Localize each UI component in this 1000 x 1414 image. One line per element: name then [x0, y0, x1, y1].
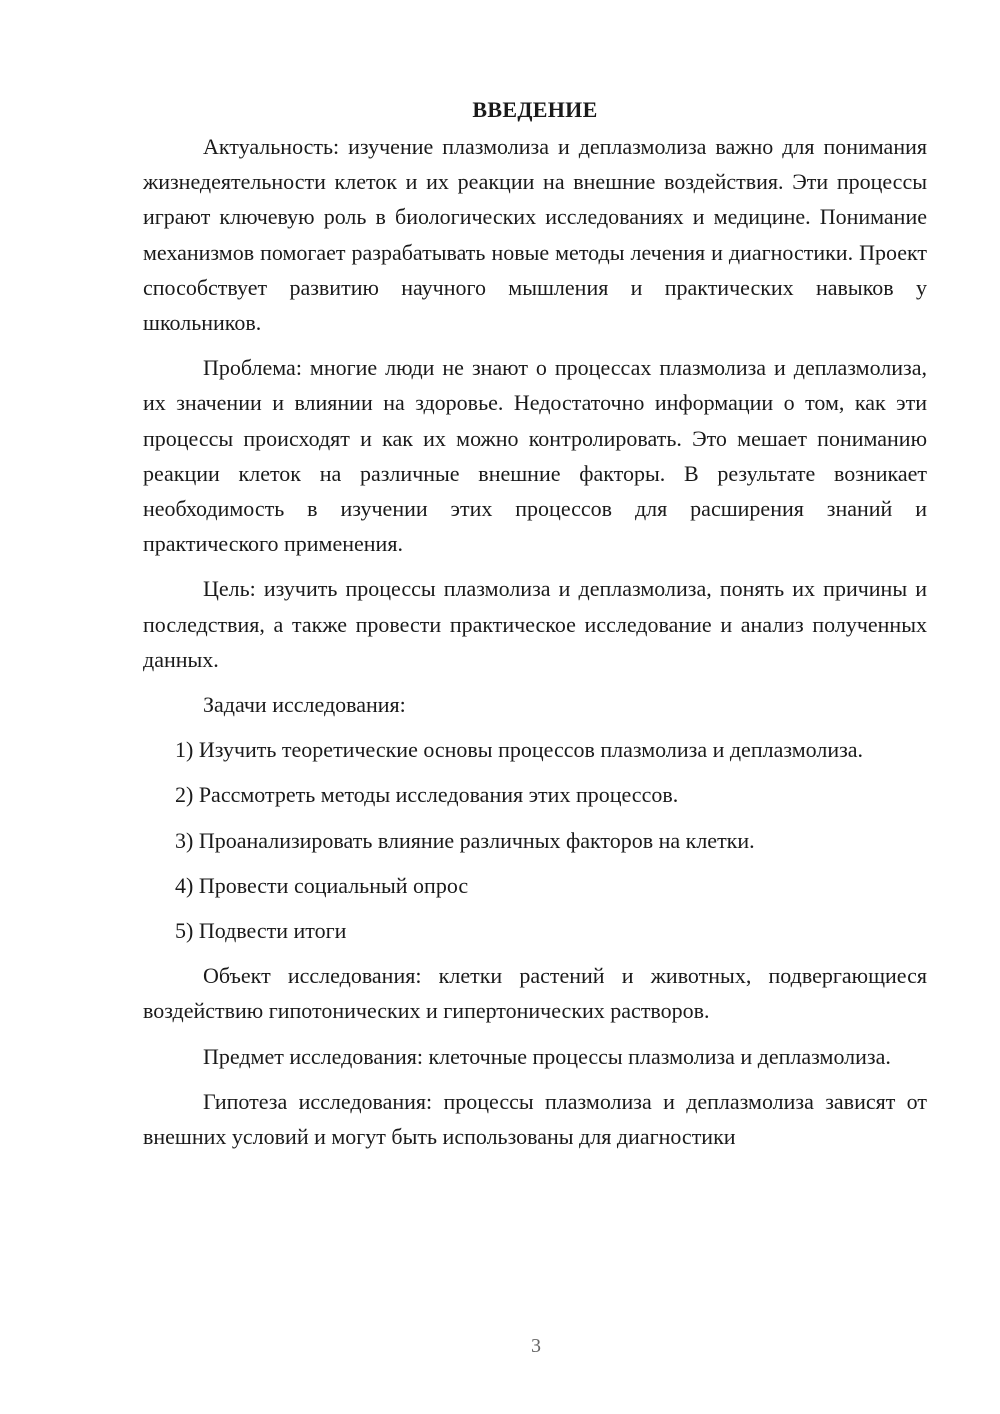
relevance-paragraph: Актуальность: изучение плазмолиза и деплазмолиза важно для понимания жизнедеятельности клеток и их реакции на внешние воздействия. Эти процессы играют ключевую роль в биологических исследованиях и медицине. Понимание механизмов помогает разрабатывать новые методы лечения и диагностики. Проект способствует развитию научного мышления и практических навыков у школьников.: [143, 134, 927, 336]
task-item: 4) Провести социальный опрос: [175, 872, 469, 898]
subject-paragraph: Предмет исследования: клеточные процессы плазмолиза и деплазмолиза.: [203, 1043, 891, 1069]
task-item: 2) Рассмотреть методы исследования этих процессов.: [175, 782, 679, 808]
task-item: 3) Проанализировать влияние различных факторов на клетки.: [175, 827, 755, 853]
task-item: 1) Изучить теоретические основы процессов плазмолиза и деплазмолиза.: [175, 737, 864, 763]
page-title: ВВЕДЕНИЕ: [472, 97, 598, 122]
problem-paragraph: Проблема: многие люди не знают о процессах плазмолиза и деплазмолиза, их значении и влиянии на здоровье. Недостаточно информации о том, как эти процессы происходят и как их можно контролировать. Это мешает пониманию реакции клеток на различные внешние факторы. В результате возникает необходимость в изучении этих процессов для расширения знаний и практического применения.: [143, 355, 927, 557]
page-number: 3: [531, 1335, 541, 1357]
tasks-heading: Задачи исследования:: [203, 692, 406, 718]
document-body: [143, 92, 927, 1164]
object-paragraph: Объект исследования: клетки растений и животных, подвергающиеся воздействию гипотонических и гипертонических растворов.: [143, 963, 927, 1024]
task-item: 5) Подвести итоги: [175, 918, 347, 944]
goal-paragraph: Цель: изучить процессы плазмолиза и деплазмолиза, понять их причины и последствия, а также провести практическое исследование и анализ полученных данных.: [143, 576, 927, 672]
hypothesis-paragraph: Гипотеза исследования: процессы плазмолиза и деплазмолиза зависят от внешних условий и могут быть использованы для диагностики: [143, 1088, 927, 1150]
